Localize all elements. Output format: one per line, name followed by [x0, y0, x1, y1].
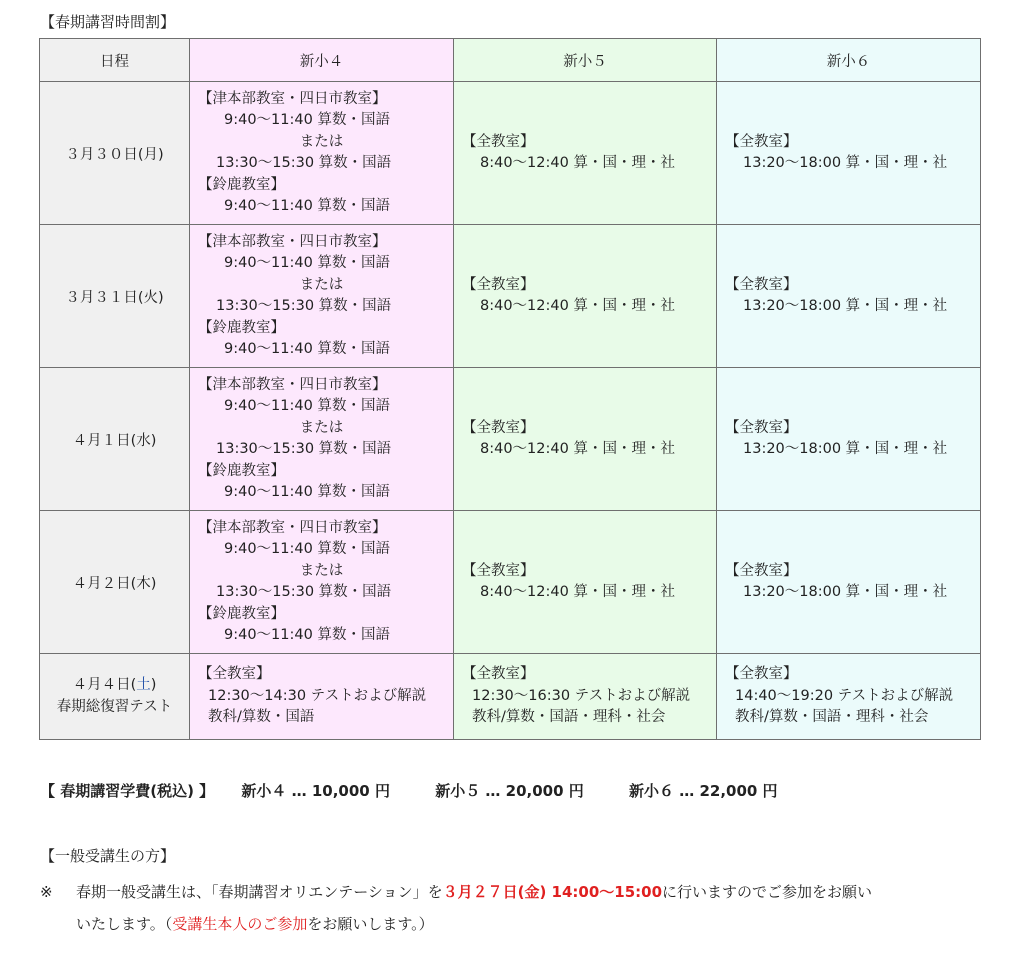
location-label: 【全教室】 — [725, 419, 798, 436]
review-test-title: 春期総復習テスト — [56, 698, 173, 715]
time-slot: 9:40～11:40 算数・国語 — [224, 255, 390, 271]
location-label: 【全教室】 — [725, 562, 798, 579]
time-slot: 13:30～15:30 算数・国語 — [216, 155, 392, 171]
note-text-1: 春期一般受講生は、「春期講習オリエンテーション」を — [76, 883, 443, 901]
date-line — [40, 675, 189, 697]
time-slot: 8:40～12:40 算・国・理・社 — [480, 298, 675, 314]
location-label: 【全教室】 — [462, 666, 535, 683]
date-text: ４月２日 — [72, 575, 131, 592]
time-slot: 13:30～15:30 算数・国語 — [216, 584, 392, 600]
time-slot: 13:20～18:00 算・国・理・社 — [743, 441, 948, 457]
date-cell — [40, 511, 190, 654]
note-emphasis: 受講生本人のご参加 — [172, 915, 308, 933]
time-slot: 13:30～15:30 算数・国語 — [216, 441, 392, 457]
time-slot: 9:40～11:40 算数・国語 — [224, 198, 390, 214]
header-grade6: 新小６ — [717, 39, 981, 82]
date-cell — [40, 225, 190, 368]
subjects-label: 教科/算数・国語 — [208, 709, 315, 726]
grade4-cell — [190, 511, 454, 654]
schedule-table — [39, 38, 981, 740]
fees-label: 【 春期講習学費(税込) 】 — [40, 782, 215, 800]
fee-grade5: 新小５ … 20,000 円 — [435, 782, 584, 800]
weekday-text: (水) — [130, 432, 157, 449]
note-text-2: に行いますのでご参加をお願い — [662, 883, 873, 901]
time-slot: 12:30～16:30 テストおよび解説 — [472, 687, 691, 704]
or-label: または — [299, 562, 344, 579]
grade4-cell — [190, 225, 454, 368]
location-label: 【全教室】 — [462, 562, 535, 579]
grade6-cell — [717, 225, 981, 368]
time-slot: 9:40～11:40 算数・国語 — [224, 541, 390, 557]
time-slot: 8:40～12:40 算・国・理・社 — [480, 441, 675, 457]
date-cell — [40, 368, 190, 511]
location-label: 【全教室】 — [198, 666, 271, 683]
date-prefix: ４月４日( — [72, 677, 137, 693]
table-row — [40, 368, 981, 511]
table-row — [40, 225, 981, 368]
grade5-cell — [454, 368, 717, 511]
location-label: 【全教室】 — [462, 133, 535, 150]
grade5-cell — [454, 511, 717, 654]
fee-grade6: 新小６ … 22,000 円 — [629, 782, 778, 800]
table-row-review-test — [40, 654, 981, 740]
table-header-row — [40, 39, 981, 82]
location-label: 【全教室】 — [462, 419, 535, 436]
subjects-label: 教科/算数・国語・理科・社会 — [735, 709, 929, 726]
grade4-cell — [190, 654, 454, 740]
location-label: 【全教室】 — [725, 666, 798, 683]
subjects-label: 教科/算数・国語・理科・社会 — [472, 709, 666, 726]
table-row — [40, 511, 981, 654]
note-text-4: をお願いします。） — [307, 915, 434, 933]
note-line-2 — [40, 908, 970, 940]
location-label: 【鈴鹿教室】 — [198, 605, 285, 622]
time-slot: 8:40～12:40 算・国・理・社 — [480, 584, 675, 600]
location-label: 【津本部教室・四日市教室】 — [198, 233, 387, 250]
location-label: 【鈴鹿教室】 — [198, 176, 285, 193]
grade5-cell — [454, 225, 717, 368]
time-slot: 13:30～15:30 算数・国語 — [216, 298, 392, 314]
location-label: 【鈴鹿教室】 — [198, 462, 285, 479]
grade6-cell — [717, 82, 981, 225]
saturday-label: 土 — [136, 677, 151, 693]
date-text: ３月３１日 — [65, 289, 138, 306]
date-cell — [40, 82, 190, 225]
fees-line — [40, 780, 778, 801]
time-slot: 8:40～12:40 算・国・理・社 — [480, 155, 675, 171]
location-label: 【全教室】 — [725, 276, 798, 293]
general-students-title: 【一般受講生の方】 — [40, 847, 176, 865]
location-label: 【全教室】 — [462, 276, 535, 293]
note-mark: ※ — [40, 883, 53, 901]
weekday-text: (木) — [130, 575, 157, 592]
time-slot: 9:40～11:40 算数・国語 — [224, 627, 390, 643]
note-line-1 — [40, 876, 970, 908]
or-label: または — [299, 419, 344, 436]
time-slot: 12:30～14:30 テストおよび解説 — [208, 687, 427, 704]
date-text: ４月１日 — [72, 432, 131, 449]
grade4-cell — [190, 368, 454, 511]
weekday-text: (火) — [137, 289, 164, 306]
date-cell — [40, 654, 190, 740]
grade5-cell — [454, 82, 717, 225]
time-slot: 9:40～11:40 算数・国語 — [224, 484, 390, 500]
time-slot: 14:40～19:20 テストおよび解説 — [735, 687, 954, 704]
date-suffix: ) — [150, 677, 157, 693]
time-slot: 9:40～11:40 算数・国語 — [224, 341, 390, 357]
orientation-date: ３月２７日(金) 14:00～15:00 — [442, 883, 663, 901]
time-slot: 13:20～18:00 算・国・理・社 — [743, 155, 948, 171]
or-label: または — [299, 133, 344, 150]
time-slot: 9:40～11:40 算数・国語 — [224, 112, 390, 128]
fee-grade4: 新小４ … 10,000 円 — [241, 782, 390, 800]
header-grade5: 新小５ — [454, 39, 717, 82]
date-text: ３月３０日 — [65, 146, 138, 163]
location-label: 【津本部教室・四日市教室】 — [198, 376, 387, 393]
weekday-text: (月) — [137, 146, 164, 163]
location-label: 【津本部教室・四日市教室】 — [198, 90, 387, 107]
note-text-3: いたします。（ — [76, 915, 173, 933]
grade5-cell — [454, 654, 717, 740]
grade6-cell — [717, 511, 981, 654]
time-slot: 13:20～18:00 算・国・理・社 — [743, 584, 948, 600]
general-students-note — [40, 876, 970, 940]
header-schedule: 日程 — [40, 39, 190, 82]
page-heading: 【春期講習時間割】 — [40, 13, 176, 31]
grade4-cell — [190, 82, 454, 225]
location-label: 【全教室】 — [725, 133, 798, 150]
time-slot: 9:40～11:40 算数・国語 — [224, 398, 390, 414]
or-label: または — [299, 276, 344, 293]
time-slot: 13:20～18:00 算・国・理・社 — [743, 298, 948, 314]
grade6-cell — [717, 368, 981, 511]
grade6-cell — [717, 654, 981, 740]
location-label: 【津本部教室・四日市教室】 — [198, 519, 387, 536]
header-grade4: 新小４ — [190, 39, 454, 82]
location-label: 【鈴鹿教室】 — [198, 319, 285, 336]
table-row — [40, 82, 981, 225]
